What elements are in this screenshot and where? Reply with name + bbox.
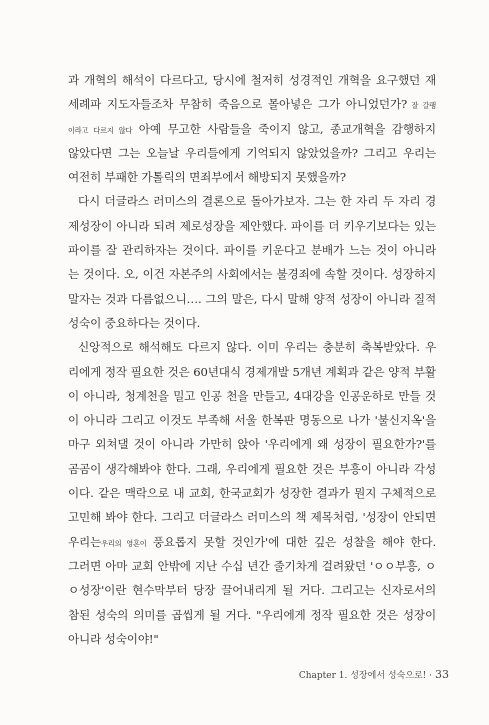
text-line: 다시 더글라스 러미스의 결론으로 돌아가보자. 그는 한 자리 두 자리 경 xyxy=(78,194,436,209)
paragraph-1 xyxy=(68,68,436,189)
text-line: 성숙이 중요하다는 것이다. xyxy=(68,315,201,330)
text-line: 과 개혁의 해석이 다르다고, 당시에 철저히 성경적인 개혁을 요구했던 재 xyxy=(68,73,436,87)
text-line: 이 아니라, 청계천을 밀고 인공 천을 만들고, 4대강을 인공운하로 만들 것 xyxy=(68,388,436,403)
page-footer xyxy=(299,668,449,681)
paragraph-3 xyxy=(68,335,436,651)
text-line: 이다. 같은 맥락으로 내 교회, 한국교회가 성장한 결과가 뭔지 구체적으로 xyxy=(68,486,436,501)
text-line: 않았다면 그는 오늘날 우리들에게 기억되지 않았었을까? 그리고 우리는 xyxy=(68,145,436,160)
text-line: 곰곰이 생각해봐야 한다. 그래, 우리에게 필요한 것은 부흥이 아니라 각성 xyxy=(68,461,436,476)
text-line: 고민해 봐야 한다. 그리고 더글라스 러미스의 책 제목처럼, '성장이 안되면 xyxy=(68,510,436,525)
text-line: 우리는우리의 영혼이 풍요롭지 못할 것인가'에 대한 깊은 성찰을 해야 한다. xyxy=(68,534,436,549)
text-line: 세례파 지도자들조차 무참히 죽음으로 몰아넣은 그가 아니었던가? 잘 갈팽 xyxy=(68,97,436,112)
text-line: 그러면 아마 교회 안밖에 지난 수십 년간 줄기차게 걸려왔던 'ㅇㅇ부흥, ㅇ xyxy=(68,558,436,573)
text-line: 는 것이다. 오, 이건 자본주의 사회에서는 불경죄에 속할 것이다. 성장하지 xyxy=(68,267,436,282)
text-line: 여전히 부패한 가톨릭의 면죄부에서 해방되지 못했을까? xyxy=(68,170,346,185)
text-line: 마구 외쳐댈 것이 아니라 가만히 앉아 '우리에게 왜 성장이 필요한가?'를 xyxy=(68,437,436,452)
text-line: 참된 성숙의 의미를 곱씹게 될 거다. "우리에게 정작 필요한 것은 성장이 xyxy=(68,607,436,622)
chapter-title: Chapter 1. 성장에서 성숙으로! · xyxy=(298,671,432,681)
text-line: 제성장이 아니라 되려 제로성장을 제안했다. 파이를 더 키우기보다는 있는 xyxy=(68,218,436,233)
text-line: 아니라 성숙이야!" xyxy=(68,631,159,646)
text-line: 이 아니라 그리고 이것도 부족해 서울 한복판 명동으로 나가 '불신지옥'을 xyxy=(68,413,436,428)
body-text xyxy=(68,68,436,651)
paragraph-2 xyxy=(68,189,436,335)
text-line: 리에게 정작 필요한 것은 60년대식 경제개발 5개년 계획과 같은 양적 부활 xyxy=(68,364,436,379)
text-line: 신앙적으로 해석해도 다르지 않다. 이미 우리는 충분히 축복받았다. 우 xyxy=(78,340,436,355)
text-line: ㅇ성장'이란 현수막부터 당장 끌어내리게 될 거다. 그리고는 신자로서의 xyxy=(68,583,436,598)
page-number: 33 xyxy=(435,668,449,681)
text-line: 이라고 다르지 않다 아예 무고한 사람들을 죽이지 않고, 종교개혁을 감행하지 xyxy=(68,121,436,136)
text-line: 말자는 것과 다름없으니…. 그의 말은, 다시 말해 양적 성장이 아니라 질적 xyxy=(68,291,436,306)
text-line: 파이를 잘 관리하자는 것이다. 파이를 키운다고 분배가 느는 것이 아니라 xyxy=(68,243,436,258)
